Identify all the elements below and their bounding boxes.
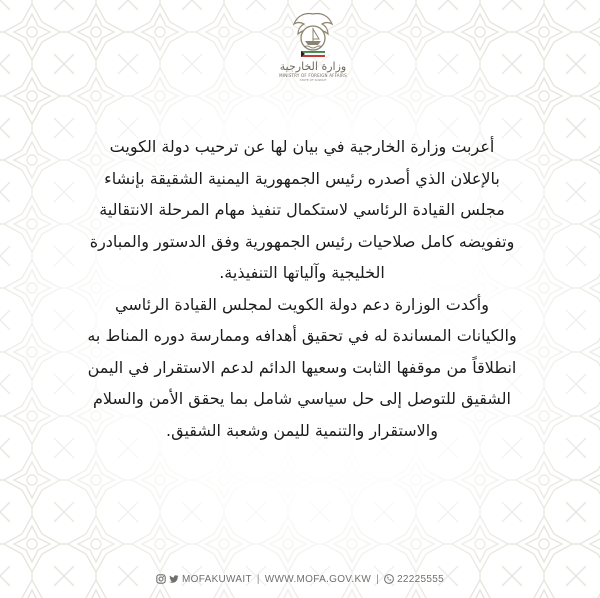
- kuwait-emblem-icon: [291, 8, 335, 60]
- social-handle-text: MOFAKUWAIT: [182, 573, 252, 585]
- website-text: WWW.MOFA.GOV.KW: [264, 573, 372, 585]
- statement-line: والكيانات المساندة له في تحقيق أهدافه وممارسة دوره المناط به: [87, 326, 517, 345]
- instagram-icon[interactable]: [156, 574, 166, 584]
- statement-body: [30, 131, 574, 446]
- ministry-logo: [278, 8, 348, 104]
- logo-arabic-title: وزارة الخارجية: [279, 60, 347, 73]
- statement-line: وأكدت الوزارة دعم دولة الكويت لمجلس القيادة الرئاسي: [115, 294, 489, 314]
- website-link[interactable]: [265, 574, 371, 585]
- logo-country: STATE OF KUWAIT: [299, 78, 327, 82]
- statement-line: الشقيق للتوصل إلى حل سياسي شامل بما يحقق الأمن والسلام: [93, 389, 511, 408]
- logo-english-title: MINISTRY OF FOREIGN AFFAIRS: [279, 73, 347, 78]
- twitter-icon[interactable]: [169, 574, 179, 584]
- statement-line: انطلاقاً من موقفها الثابت وسعيها الدائم لدعم الاستقرار في اليمن: [87, 357, 517, 377]
- statement-line: والاستقرار والتنمية لليمن وشعبة الشقيق.: [166, 420, 438, 440]
- footer-divider: |: [376, 573, 380, 585]
- phone-contact[interactable]: [384, 574, 444, 585]
- statement-line: بالإعلان الذي أصدره رئيس الجمهورية اليمنية الشقيقة بإنشاء: [104, 168, 500, 188]
- contact-footer: [0, 570, 600, 588]
- footer-divider: |: [256, 573, 260, 585]
- statement-line: وتفويضه كامل صلاحيات رئيس الجمهورية وفق الدستور والمبادرة: [89, 231, 515, 251]
- phone-text: 22225555: [397, 573, 444, 585]
- statement-line: مجلس القيادة الرئاسي لاستكمال تنفيذ مهام المرحلة الانتقالية: [99, 200, 505, 219]
- statement-line: أعربت وزارة الخارجية في بيان لها عن ترحيب دولة الكويت: [109, 137, 495, 156]
- phone-icon: [384, 574, 394, 584]
- social-handle[interactable]: [156, 574, 252, 585]
- statement-line: الخليجية وآلياتها التنفيذية.: [219, 263, 385, 282]
